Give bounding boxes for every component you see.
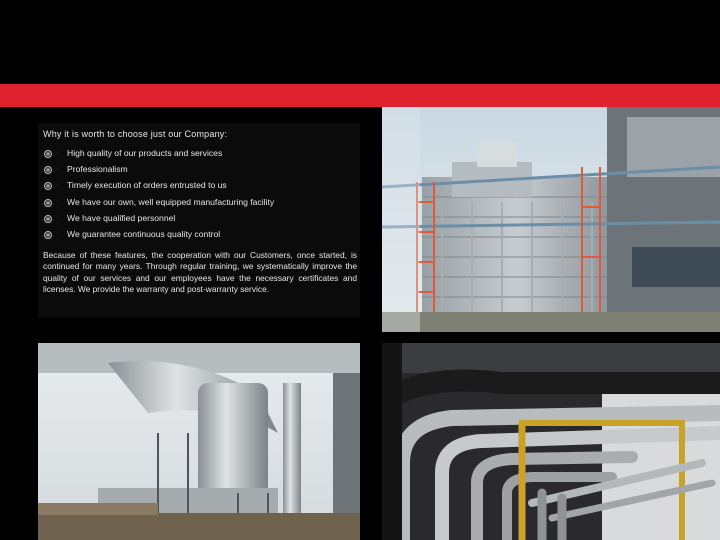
- red-accent-band: [0, 84, 720, 107]
- list-item-text: We have qualified personnel: [67, 212, 176, 223]
- list-item-text: We have our own, well equipped manufacturing facility: [67, 196, 275, 207]
- bullet-disc-icon: [44, 215, 52, 223]
- list-item: · Professionalism: [38, 163, 360, 179]
- list-item-text: We guarantee continuous quality control: [67, 228, 221, 239]
- bullet-disc-icon: [44, 182, 52, 190]
- list-item-text: High quality of our products and services: [67, 148, 223, 158]
- list-item: · Timely execution of orders entrusted to us: [38, 179, 360, 195]
- installation-photo-ducts: [38, 343, 360, 540]
- bullet-disc-icon: [44, 166, 52, 174]
- top-bar: [0, 0, 720, 84]
- list-item: · High quality of our products and services: [38, 147, 360, 163]
- intro-heading: Why it is worth to choose just our Company:: [43, 129, 228, 139]
- bullet-disc-icon: [44, 231, 52, 239]
- text-panel: [38, 123, 360, 318]
- bullet-disc-icon: [44, 199, 52, 207]
- list-item-text: Professionalism: [67, 164, 128, 175]
- list-item-text: Timely execution of orders entrusted to us: [67, 180, 227, 191]
- description-paragraph: Because of these features, the cooperation with our Customers, once started, is continued for many years. Through regular training, we systematically improve the quality of our services and our employees have the necessary certificates and licenses. We provide the warranty and post-warranty service.: [43, 250, 357, 295]
- list-item: · We have qualified personnel: [38, 212, 360, 228]
- list-item: · We have our own, well equipped manufacturing facility: [38, 196, 360, 212]
- installation-photo-scaffolding: [382, 107, 720, 332]
- bullet-disc-icon: [44, 150, 52, 158]
- installation-photo-pipes: [382, 343, 720, 540]
- feature-list: [38, 147, 360, 244]
- list-item: · We guarantee continuous quality control: [38, 228, 360, 244]
